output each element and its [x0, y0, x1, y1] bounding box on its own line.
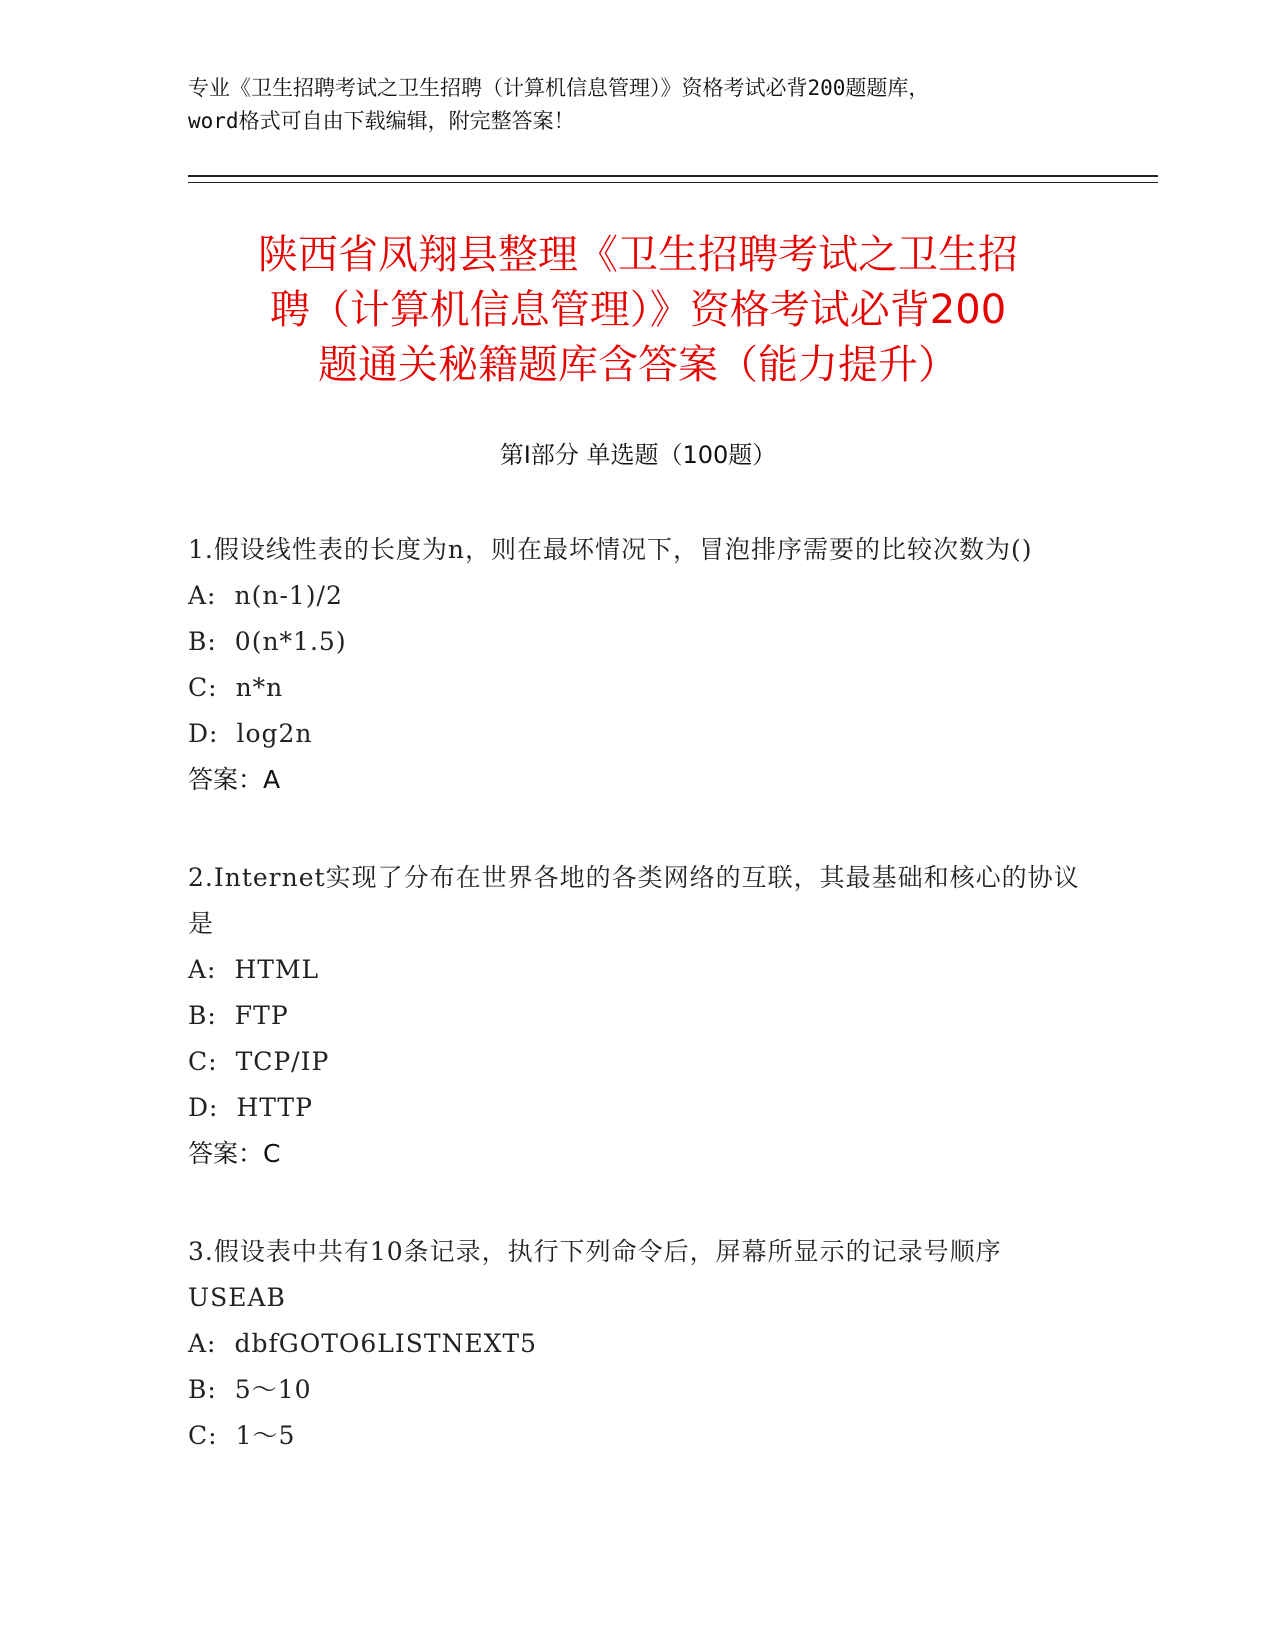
header-note: [188, 72, 1088, 138]
question-answer: 答案：C: [188, 1139, 281, 1168]
option-b: [188, 993, 1088, 1039]
document-title: [188, 228, 1088, 393]
option-letter: A:: [188, 581, 217, 610]
option-text: FTP: [234, 1001, 289, 1030]
option-letter: D:: [188, 719, 219, 748]
title-line: 题通关秘籍题库含答案（能力提升）: [318, 342, 958, 388]
question-item: [188, 855, 1088, 1177]
header-note-line: 专业《卫生招聘考试之卫生招聘（计算机信息管理）》资格考试必背200题题库，: [188, 76, 930, 100]
option-d: [188, 711, 1088, 757]
option-text: 0(n*1.5): [234, 627, 347, 656]
option-c: [188, 1039, 1088, 1085]
question-item: [188, 527, 1088, 803]
option-c: [188, 665, 1088, 711]
option-text: HTML: [234, 955, 320, 984]
option-letter: B:: [188, 627, 217, 656]
option-text: n*n: [235, 673, 284, 702]
option-letter: C:: [188, 1047, 218, 1076]
question-stem: 3.假设表中共有10条记录，执行下列命令后，屏幕所显示的记录号顺序USEAB: [188, 1237, 1002, 1312]
header-divider-thin: [188, 182, 1158, 183]
option-letter: A:: [188, 955, 217, 984]
option-b: [188, 619, 1088, 665]
header-note-line: word格式可自由下载编辑，附完整答案！: [188, 109, 575, 133]
option-text: HTTP: [236, 1093, 313, 1122]
question-stem: 1.假设线性表的长度为n，则在最坏情况下，冒泡排序需要的比较次数为(): [188, 535, 1033, 564]
option-letter: C:: [188, 1421, 218, 1450]
option-d: [188, 1085, 1088, 1131]
option-a: [188, 947, 1088, 993]
option-text: log2n: [236, 719, 313, 748]
option-letter: A:: [188, 1329, 217, 1358]
option-text: dbfGOTO6LISTNEXT5: [234, 1329, 538, 1358]
option-text: n(n-1)/2: [234, 581, 343, 610]
question-answer: 答案：A: [188, 765, 281, 794]
question-stem: 2.Internet实现了分布在世界各地的各类网络的互联，其最基础和核心的协议是: [188, 863, 1080, 938]
section-heading: 第I部分 单选题（100题）: [499, 441, 777, 469]
option-letter: C:: [188, 673, 218, 702]
option-a: [188, 1321, 1088, 1367]
title-line: 聘（计算机信息管理）》资格考试必背200: [269, 287, 1007, 333]
title-line: 陕西省凤翔县整理《卫生招聘考试之卫生招: [258, 232, 1018, 278]
option-c: [188, 1413, 1088, 1459]
option-text: 5～10: [234, 1375, 312, 1404]
option-letter: B:: [188, 1375, 217, 1404]
option-text: 1～5: [235, 1421, 296, 1450]
option-letter: D:: [188, 1093, 219, 1122]
option-letter: B:: [188, 1001, 217, 1030]
question-list: [188, 527, 1088, 1511]
header-divider: [188, 175, 1158, 177]
option-b: [188, 1367, 1088, 1413]
option-a: [188, 573, 1088, 619]
question-item: [188, 1229, 1088, 1459]
option-text: TCP/IP: [235, 1047, 330, 1076]
